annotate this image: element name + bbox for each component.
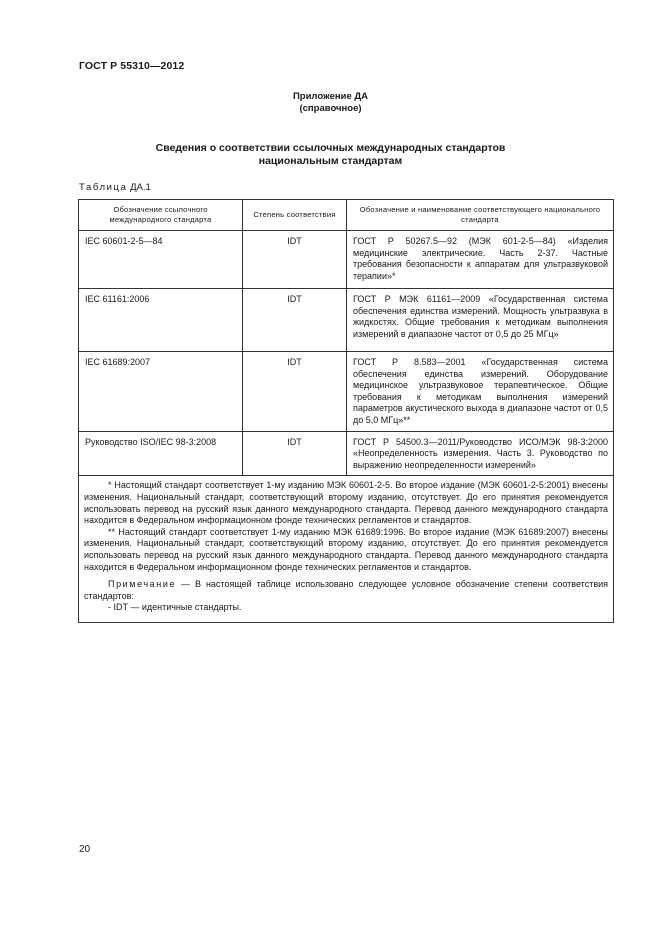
cell-degree: IDT xyxy=(243,231,347,289)
table-header-row xyxy=(79,200,614,231)
document-title-line1: Сведения о соответствии ссылочных международных стандартов xyxy=(155,142,506,154)
correspondence-table xyxy=(78,199,614,623)
cell-national-standard: ГОСТ Р 50267.5—92 (МЭК 601-2-5—84) «Изделия медицинские электрические. Часть 2-37. Частные требования безопасности к аппаратам для ультразвуковой терапии»* xyxy=(347,231,614,289)
footnote-2: ** Настоящий стандарт соответствует 1-му изданию МЭК 61689:1996. Во второе издание (МЭК 61689:2007) внесены изменения. Национальный стандарт, соответствующий второму изданию, отсутствует. До его принятия рекомендуется использовать перевод на русский язык данного международного стандарта. Перевод данного международного стандарта находится в Федеральном информационном фонде технических регламентов и стандартов. xyxy=(84,526,608,572)
note-text: — В настоящей таблице использовано следующее условное обозначение степени соответствия стандартов: xyxy=(84,579,608,601)
header-degree: Степень соответствия xyxy=(243,200,347,231)
cell-national-standard: ГОСТ Р 54500.3—2011/Руководство ИСО/МЭК 98-3:2000 «Неопределенность измерения. Часть 3. Руководство по выражению неопределенности измерений» xyxy=(347,431,614,476)
cell-degree: IDT xyxy=(243,352,347,432)
annex-title: Приложение ДА xyxy=(292,91,369,102)
cell-national-standard: ГОСТ Р МЭК 61161—2009 «Государственная система обеспечения единства измерений. Мощность ультразвука в жидкостях. Общие требования к методикам выполнения измерений в диапазоне частот от 0,5 до 25 МГц» xyxy=(347,289,614,352)
cell-national-standard: ГОСТ Р 8.583—2001 «Государственная система обеспечения единства измерений. Оборудование медицинское ультразвуковое терапевтическое. Общие требования к методикам выполнения измерений параметров акустического выхода в диапазоне частот от 0,5 до 5,0 МГц»** xyxy=(347,352,614,432)
table-notes-row xyxy=(79,476,614,623)
header-national-standard: Обозначение и наименование соответствующего национального стандарта xyxy=(347,200,614,231)
table-label-number: ДА.1 xyxy=(130,182,151,193)
document-title-line2: национальным стандартам xyxy=(258,155,403,167)
cell-intl-standard: IEC 61161:2006 xyxy=(79,289,243,352)
table-row xyxy=(79,289,614,352)
standard-number: ГОСТ Р 55310—2012 xyxy=(79,60,185,72)
note-item: - IDT — идентичные стандарты. xyxy=(108,602,242,613)
table-label xyxy=(79,182,151,193)
header-intl-standard: Обозначение ссылочного международного стандарта xyxy=(79,200,243,231)
cell-intl-standard: IEC 61689:2007 xyxy=(79,352,243,432)
document-title xyxy=(0,142,661,168)
footnote-1: * Настоящий стандарт соответствует 1-му изданию МЭК 60601-2-5. Во второе издание (МЭК 60601-2-5:2001) внесены изменения. Национальный стандарт, соответствующий второму изданию, отсутствует. До его принятия рекомендуется использовать перевод на русский язык данного международного стандарта. Перевод данного международного стандарта находится в Федеральном информационном фонде технических регламентов и стандартов. xyxy=(84,480,608,526)
notes-cell xyxy=(79,476,614,623)
note xyxy=(84,579,608,602)
cell-degree: IDT xyxy=(243,431,347,476)
annex-heading xyxy=(0,91,661,115)
table-row xyxy=(79,231,614,289)
page-number: 20 xyxy=(79,844,91,855)
cell-intl-standard: Руководство ISO/IEC 98-3:2008 xyxy=(79,431,243,476)
table-label-word: Таблица xyxy=(79,182,128,193)
table-row xyxy=(79,431,614,476)
table-row xyxy=(79,352,614,432)
cell-degree: IDT xyxy=(243,289,347,352)
cell-intl-standard: IEC 60601-2-5—84 xyxy=(79,231,243,289)
annex-subtitle: (справочное) xyxy=(299,103,362,114)
note-label: Примечание xyxy=(108,579,177,590)
